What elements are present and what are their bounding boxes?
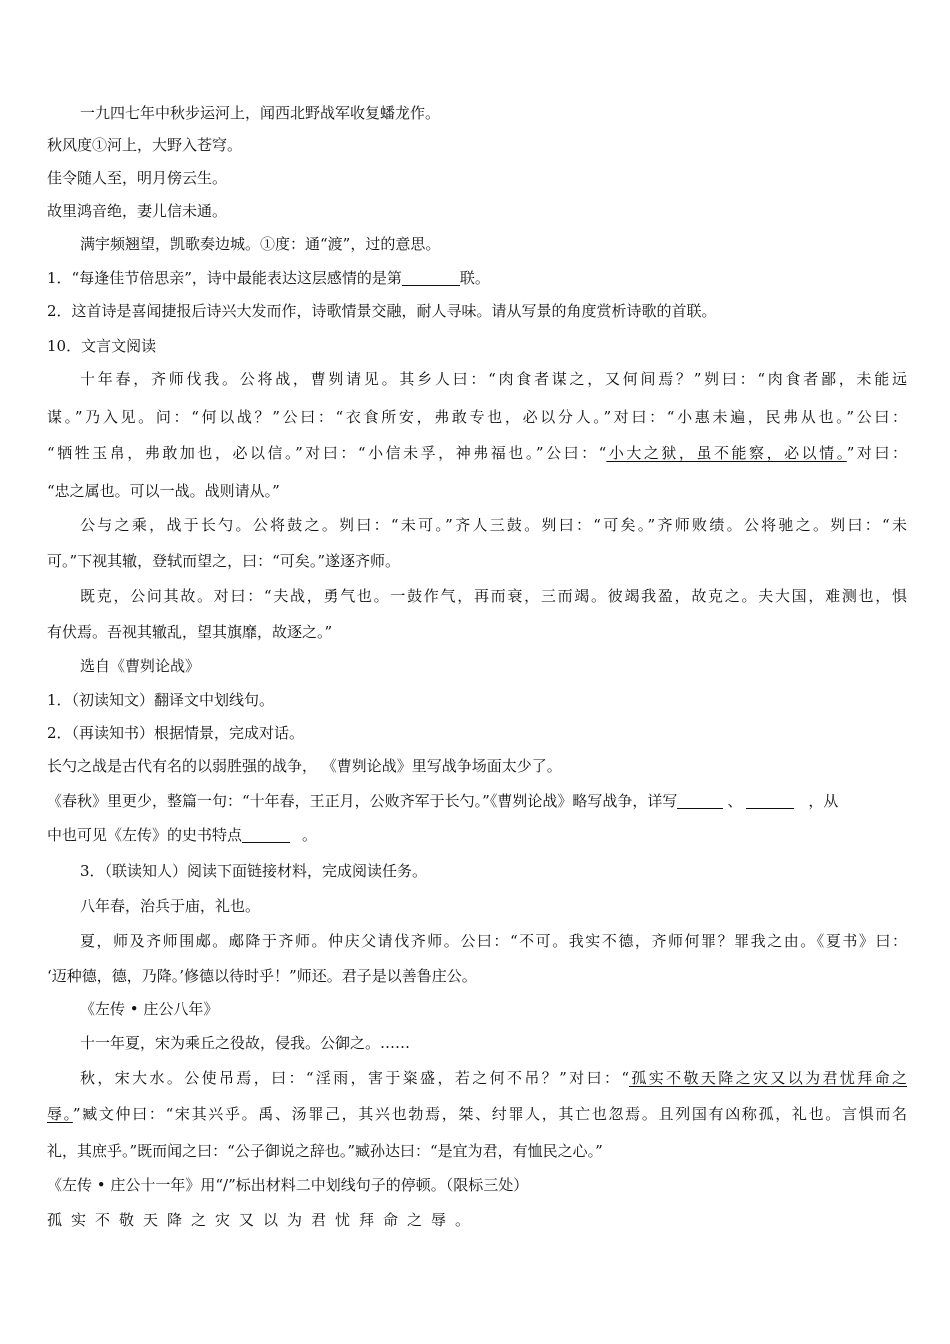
poem-question-2: 2．这首诗是喜闻捷报后诗兴大发而作，诗歌情景交融，耐人寻味。请从写景的角度赏析诗歌的首联。 (47, 302, 717, 320)
passage-p1-line-4: “忠之属也。可以一战。战则请从。” (47, 482, 280, 500)
passage-p2-line-1: 公与之乘，战于长勺。公将鼓之。刿曰：“未可。”齐人三鼓。刿曰：“可矣。”齐师败绩。公将驰之。刿曰：“未 (80, 516, 907, 534)
question-2: 2．（再读知书）根据情景，完成对话。 (47, 724, 305, 742)
q1-suffix: 联。 (459, 269, 490, 287)
m2-line3-text: ”臧文仲曰：“宋其兴乎。禹、汤罪己，其兴也勃焉，桀、纣罪人，其亡也忽焉。且列国有凶称孤，礼也。言惧而名 (72, 1105, 907, 1123)
question-1: 1．（初读知文）翻译文中划线句。 (47, 691, 275, 709)
material-2-line-2 (80, 1063, 907, 1093)
material-2-line-1: 十一年夏，宋为乘丘之役故，侵我。公御之。…… (80, 1034, 411, 1052)
underlined-sentence-end: 辱。 (47, 1105, 73, 1123)
dialog3-end: 。 (302, 826, 318, 844)
dialog3-text: 中也可见《左传》的史书特点 (47, 826, 243, 844)
passage-source: 选自《曹刿论战》 (80, 657, 201, 675)
question-3: 3．（联读知人）阅读下面链接材料，完成阅读任务。 (80, 862, 428, 880)
passage-p1-line-2: 谋。”乃入见。问：“何以战？”公曰：“衣食所安，弗敢专也，必以分人。”对曰：“小惠未遍，民弗从也。”公曰： (47, 408, 907, 426)
dialog2-end: ，从 (808, 792, 839, 810)
answer-blank[interactable] (746, 790, 794, 809)
passage-p1-line-1: 十年春，齐师伐我。公将战，曹刿请见。其乡人曰：“肉食者谋之，又何间焉？”刿曰：“肉食者鄙，未能远 (80, 370, 907, 388)
p1-line3-end: ”对曰： (846, 444, 907, 462)
passage-p2-line-2: 可。”下视其辙，登轼而望之，曰：“可矣。”遂逐齐师。 (47, 552, 401, 570)
underlined-sentence: 孤实不敬天降之灾又以为君忧拜命之 (629, 1069, 907, 1087)
q1-text: 1．“每逢佳节倍思亲”，诗中最能表达这层感情的是第 (47, 269, 402, 287)
answer-blank[interactable] (402, 267, 460, 286)
p1-line3-text: “牺牲玉帛，弗敢加也，必以信。”对曰：“小信未孚，神弗福也。”公曰：“ (47, 444, 607, 462)
dialog2-text: 《春秋》里更少，整篇一句：“十年春，王正月，公败齐军于长勺。”《曹刿论战》略写战争，详写 (47, 792, 678, 810)
poem-title-line: 一九四七年中秋步运河上，闻西北野战军收复蟠龙作。 (80, 104, 441, 122)
dialog2-separator: 、 (727, 792, 743, 810)
dialog-line-2 (47, 786, 907, 816)
material-1-line-1: 八年春，治兵于庙，礼也。 (80, 897, 261, 915)
material-2-line-4: 礼，其庶乎。”既而闻之曰：“公子御说之辞也。”臧孙达曰：“是宜为君，有恤民之心。” (47, 1142, 603, 1160)
passage-p1-line-3 (47, 438, 907, 468)
dialog-line-3 (47, 820, 907, 850)
task-sentence: 孤实不敬天降之灾又以为君忧拜命之辱。 (47, 1211, 480, 1229)
underlined-sentence: 小大之狱，虽不能察，必以情。 (606, 444, 847, 462)
answer-blank[interactable] (242, 824, 290, 843)
section-heading: 10．文言文阅读 (47, 337, 157, 355)
answer-blank[interactable] (677, 790, 723, 809)
m2-line2-text: 秋，宋大水。公使吊焉，曰：“淫雨，害于粢盛，若之何不吊？”对曰：“ (80, 1069, 629, 1087)
poem-line-2: 佳令随人至，明月傍云生。 (47, 169, 228, 187)
task-instruction: 《左传 • 庄公十一年》用“/”标出材料二中划线句子的停顿。（限标三处） (47, 1176, 529, 1194)
material-1-source: 《左传 • 庄公八年》 (80, 1000, 219, 1018)
poem-line-4-note: 满宇频翘望，凯歌奏边城。①度：通“渡”，过的意思。 (80, 235, 441, 253)
poem-question-1 (47, 263, 907, 293)
dialog-line-1: 长勺之战是古代有名的以弱胜强的战争， 《曹刿论战》里写战争场面太少了。 (47, 757, 562, 775)
material-1-line-2: 夏，师及齐师围郕。郕降于齐师。仲庆父请伐齐师。公曰：“不可。我实不德，齐师何罪？罪我之由。《夏书》曰： (80, 932, 907, 950)
poem-line-3: 故里鸿音绝，妻儿信未通。 (47, 202, 228, 220)
material-2-line-3 (47, 1099, 907, 1129)
passage-p3-line-2: 有伏焉。吾视其辙乱，望其旗靡，故逐之。” (47, 623, 333, 641)
poem-line-1: 秋风度①河上，大野入苍穹。 (47, 136, 243, 154)
passage-p3-line-1: 既克，公问其故。对曰：“夫战，勇气也。一鼓作气，再而衰，三而竭。彼竭我盈，故克之。夫大国，难测也，惧 (80, 587, 907, 605)
material-1-line-3: ‘迈种德，德，乃降。’修德以待时乎！”师还。君子是以善鲁庄公。 (47, 967, 477, 985)
